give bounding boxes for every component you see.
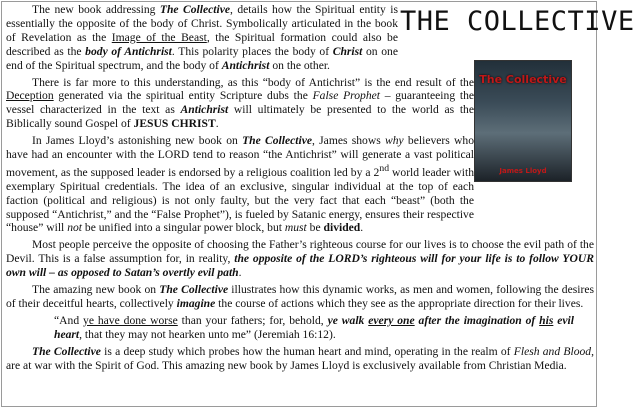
paragraph-5: The amazing new book on The Collective illustrates how this dynamic works, as men and women, following the desires of their deceitful hearts, collectively imagine the course of actions which they see as the appropriate direction for their lives. [6, 283, 594, 310]
paragraph-3: In James Lloyd’s astonishing new book on The Collective, James shows why believers who have had an encounter with the LORD tend to reason “the Antichrist” will generate a vast political movement, as the supposed leader is endorsed by a religious coalition led by a 2nd world leader with exemplary Spiritual credentials. The idea of an exclusive, singular individual at the top of each faction (political and religious) is not only faulty, but the very fact that each “beast” (both the supposed “Antichrist,” and the “False Prophet”), is fueled by Satanic energy, ensures their respective “house” will not be unified into a singular power block, but must be divided. [6, 134, 475, 235]
article-body [6, 3, 635, 373]
cover-author: James Lloyd [499, 167, 547, 175]
paragraph-2: There is far more to this understanding, as this “body of Antichrist” is the end result of the Deception generated via the spiritual entity Scripture dubs the False Prophet – guaranteeing the vessel characterized in the text as Antichrist will ultimately be presented to the world as the Biblically sound Gospel of JESUS CHRIST. [6, 75, 475, 131]
paragraph-6: The Collective is a deep study which probes how the human heart and mind, operating in the realm of Flesh and Blood, are at war with the Spirit of God. This amazing new book by James Lloyd is exclusively available from Christian Media. [6, 344, 594, 372]
paragraph-4: Most people perceive the opposite of choosing the Father’s righteous course for our lives is to choose the evil path of the Devil. This is a false assumption for, in reality, the opposite of the LORD’s righteous will for your life is to follow YOUR own will – as opposed to Satan’s overtly evil path. [6, 238, 594, 280]
cover-title: The Collective [479, 73, 567, 86]
page-title: THE COLLECTIVE [400, 6, 635, 37]
scripture-quote: “And ye have done worse than your fathers; for, behold, ye walk every one after the imagination of his evil heart, that they may not hearken unto me” (Jeremiah 16:12). [54, 313, 574, 341]
paragraph-1: The new book addressing The Collective, details how the Spiritual entity is essentially the opposite of the body of Christ. Symbolically articulated in the book of Revelation as the Image of the Beast, the Spiritual formation could also be described as the body of Antichrist. This polarity places the body of Christ on one end of the Spiritual spectrum, and the body of Antichrist on the other. [6, 3, 398, 72]
